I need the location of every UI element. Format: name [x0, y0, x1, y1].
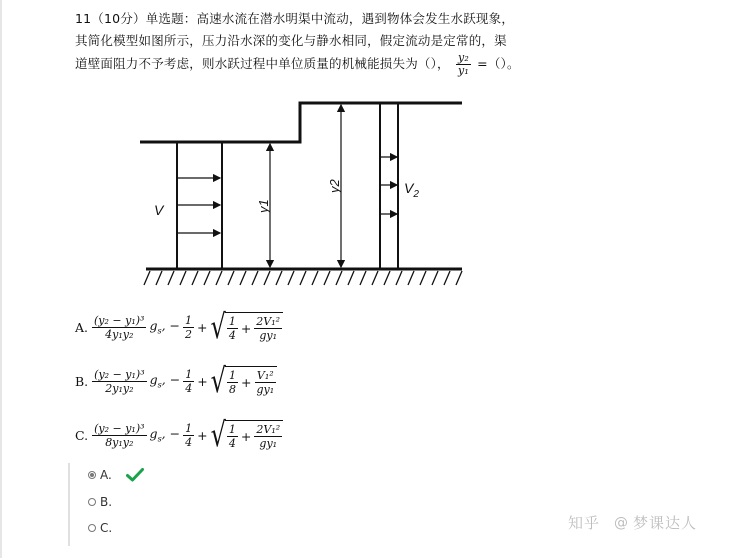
option-a-frac-num: (y₂ − y₁)³ [94, 313, 145, 327]
ground-hatching [144, 271, 462, 285]
downstream-velocity-arrows [380, 157, 397, 214]
answer-choices-divider [68, 463, 70, 546]
choice-a-label: A. [100, 468, 112, 482]
option-a-g: $g_s$, − [149, 318, 181, 336]
option-c-g: $g_s$, − [149, 426, 181, 444]
choice-b[interactable] [88, 495, 112, 509]
label-y2: y2 [327, 179, 342, 193]
option-c-frac-den: 8y₁y₂ [105, 435, 134, 449]
option-a-minus-frac: $\frac{1}{2}$ [185, 313, 193, 341]
label-y1: y1 [256, 199, 271, 213]
hydraulic-jump-figure [140, 95, 470, 295]
question-line-3-prefix: 道壁面阻力不予考虑，则水跃过程中单位质量的机械能损失为（）， [75, 56, 450, 71]
watermark-at: @ [614, 514, 630, 531]
choice-c[interactable] [88, 521, 112, 535]
plus-sign: + [197, 427, 208, 443]
label-v2: $V_2$ [404, 180, 419, 200]
zhihu-watermark [568, 512, 697, 533]
option-b [75, 359, 277, 403]
option-b-sqrt: √ 1 8 + $\frac{\text{V₁²}}{\text{gy₁}}$ [211, 366, 277, 396]
watermark-user: 梦课达人 [633, 514, 698, 532]
option-a-letter: A. [75, 319, 89, 335]
option-c [75, 413, 283, 457]
option-c-frac-num: (y₂ − y₁)³ [94, 421, 145, 435]
page-left-border [0, 0, 2, 558]
option-c-letter: C. [75, 427, 89, 443]
option-b-minus-frac: $\frac{1}{4}$ [185, 367, 193, 395]
ratio-numerator: y₂ [457, 51, 469, 64]
upstream-velocity-arrows [177, 178, 220, 233]
ratio-denominator: y₁ [457, 64, 469, 77]
choice-c-label: C. [100, 521, 113, 535]
ratio-fraction [456, 52, 471, 77]
channel-top-wall [140, 103, 462, 142]
option-b-letter: B. [75, 373, 89, 389]
label-v: V [154, 202, 164, 218]
option-c-sqrt: √ 1 4 + $\frac{\text{2V₁²}}{\text{gy₁}}$ [211, 420, 284, 450]
option-b-g: $g_s$, − [149, 372, 181, 390]
choice-b-label: B. [100, 495, 113, 509]
option-a-sqrt: √ 1 4 + $\frac{\text{2V₁²}}{\text{gy₁}}$ [211, 312, 284, 342]
question-line-3 [75, 52, 715, 77]
option-b-frac-num: (y₂ − y₁)³ [94, 367, 145, 381]
option-c-fraction [92, 422, 146, 449]
option-a-fraction [92, 314, 146, 341]
check-icon [126, 468, 144, 482]
option-b-frac-den: 2y₁y₂ [105, 381, 134, 395]
question-line-3-suffix: =（）。 [477, 56, 520, 71]
radio-b[interactable] [88, 498, 96, 506]
option-a-frac-den: 4y₁y₂ [105, 327, 134, 341]
question-stem [75, 8, 715, 77]
plus-sign: + [197, 373, 208, 389]
option-c-minus-frac: $\frac{1}{4}$ [185, 421, 193, 449]
question-line-2: 其简化模型如图所示，压力沿水深的变化与静水相同，假定流动是定常的，渠 [75, 33, 507, 48]
choice-a[interactable] [88, 468, 144, 482]
radio-c[interactable] [88, 524, 96, 532]
option-a [75, 305, 283, 349]
plus-sign: + [197, 319, 208, 335]
watermark-site: 知乎 [568, 514, 601, 532]
option-b-fraction [92, 368, 146, 395]
question-line-1: 11（10分）单选题：高速水流在潜水明渠中流动，遇到物体会发生水跃现象， [75, 11, 515, 26]
radio-a-selected[interactable] [88, 471, 96, 479]
